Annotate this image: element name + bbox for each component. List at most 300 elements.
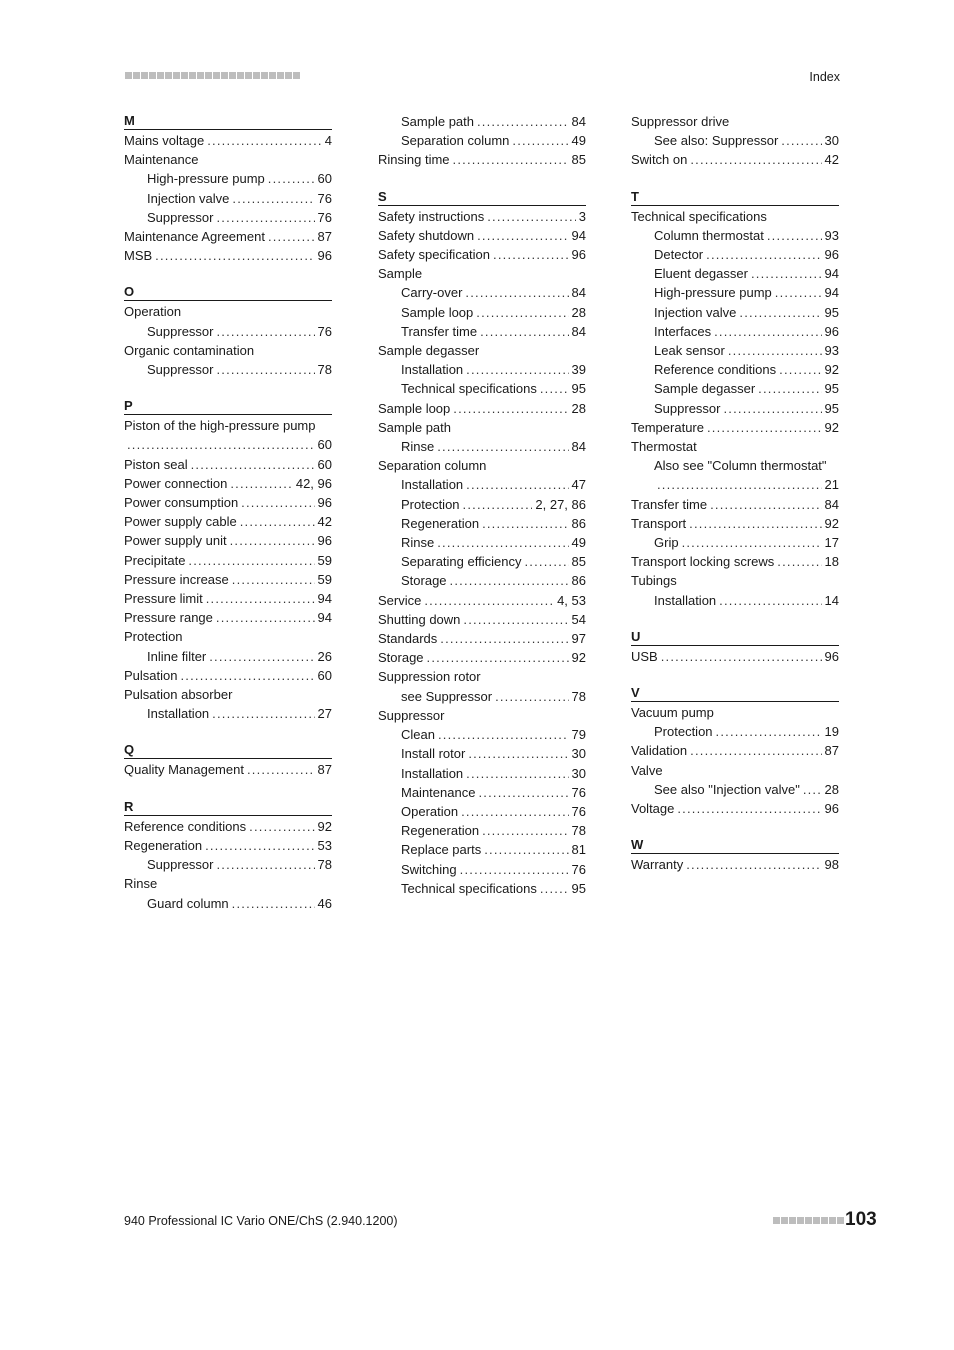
entry-pages[interactable]: 81 (571, 842, 586, 858)
entry-term: MSB (124, 248, 153, 264)
entry-term: Rinsing time (378, 152, 450, 168)
leader-dots (716, 722, 822, 741)
index-subentry (124, 704, 332, 723)
entry-pages[interactable]: 76 (317, 190, 332, 206)
entry-term: Regeneration (401, 823, 480, 839)
leader-dots (466, 360, 568, 379)
entry-term: Suppressor drive (631, 114, 730, 129)
entry-term: Regeneration (401, 515, 480, 531)
index-subentry (124, 169, 332, 188)
entry-pages[interactable]: 28 (571, 304, 586, 320)
leader-dots (206, 589, 315, 608)
leader-dots (155, 246, 314, 265)
section-letter: R (124, 798, 332, 816)
entry-term: Suppressor (147, 323, 214, 339)
entry-pages[interactable]: 46 (317, 895, 332, 911)
entry-pages[interactable]: 95 (571, 381, 586, 397)
entry-pages[interactable]: 47 (571, 477, 586, 493)
leader-dots (268, 227, 315, 246)
entry-pages[interactable]: 94 (317, 591, 332, 607)
index-entry (124, 817, 332, 836)
entry-pages[interactable]: 42 (824, 152, 839, 168)
entry-pages[interactable]: 93 (824, 343, 839, 359)
index-entry (631, 207, 839, 226)
entry-pages[interactable]: 96 (317, 533, 332, 549)
entry-pages[interactable]: 60 (317, 667, 332, 683)
entry-pages[interactable]: 76 (317, 323, 332, 339)
entry-pages[interactable]: 92 (824, 419, 839, 435)
entry-pages[interactable]: 19 (824, 724, 839, 740)
leader-dots (216, 608, 315, 627)
entry-term: Thermostat (631, 439, 697, 455)
index-entry (631, 571, 839, 590)
index-section (124, 112, 332, 265)
entry-term: Pressure increase (124, 571, 229, 587)
entry-term: Storage (378, 650, 424, 666)
entry-term: Interfaces (654, 323, 712, 339)
section-letter: M (124, 112, 332, 130)
index-entry (124, 131, 332, 150)
index-entry (124, 227, 332, 246)
entry-term: Regeneration (124, 837, 203, 853)
entry-term: Technical specifications (401, 381, 537, 397)
entry-pages[interactable]: 87 (824, 743, 839, 759)
entry-pages[interactable]: 28 (824, 781, 839, 797)
entry-term: USB (631, 648, 658, 664)
entry-pages[interactable]: 78 (317, 857, 332, 873)
leader-dots (230, 474, 293, 493)
index-subentry (378, 744, 586, 763)
entry-term: Power connection (124, 475, 228, 491)
entry-pages[interactable]: 96 (824, 323, 839, 339)
entry-pages[interactable]: 76 (317, 209, 332, 225)
leader-dots (707, 418, 822, 437)
entry-term: Install rotor (401, 746, 466, 762)
index-entry (124, 474, 332, 493)
section-letter: O (124, 283, 332, 301)
entry-term: Mains voltage (124, 133, 205, 148)
index-subentry (378, 437, 586, 456)
leader-dots (657, 475, 822, 494)
leader-dots (690, 150, 821, 169)
entry-term: Technical specifications (631, 208, 767, 224)
index-entry (631, 514, 839, 533)
index-entry (631, 761, 839, 780)
entry-term: Storage (401, 573, 447, 589)
leader-dots (781, 131, 821, 150)
leader-dots (191, 455, 315, 474)
entry-pages[interactable]: 4 (324, 133, 332, 148)
footer-product: 940 Professional IC Vario ONE/ChS (2.940.1200) (124, 1214, 398, 1228)
index-entry (124, 531, 332, 550)
index-entry (631, 112, 839, 131)
index-subentry (378, 552, 586, 571)
index-section (631, 684, 839, 818)
entry-pages[interactable]: 26 (317, 648, 332, 664)
index-subentry (124, 360, 332, 379)
index-entry (378, 341, 586, 360)
entry-term: Vacuum pump (631, 705, 714, 721)
index-section (631, 112, 839, 170)
entry-pages[interactable]: 86 (571, 515, 586, 531)
entry-term: Maintenance (124, 152, 199, 168)
index-subentry (631, 322, 839, 341)
leader-dots (437, 533, 568, 552)
entry-term: Replace parts (401, 842, 482, 858)
leader-dots (247, 760, 315, 779)
leader-dots (751, 264, 822, 283)
leader-dots (677, 799, 821, 818)
index-entry (124, 493, 332, 512)
entry-pages[interactable]: 60 (317, 171, 332, 187)
index-subentry (378, 879, 586, 898)
entry-pages[interactable]: 42 (317, 514, 332, 530)
entry-term: see Suppressor (401, 688, 493, 704)
header-title: Index (809, 70, 840, 84)
entry-pages[interactable]: 96 (317, 248, 332, 264)
entry-pages[interactable]: 96 (571, 247, 586, 263)
leader-dots (241, 493, 314, 512)
entry-pages[interactable]: 96 (824, 648, 839, 664)
entry-term: Technical specifications (401, 880, 537, 896)
entry-pages[interactable]: 95 (571, 880, 586, 896)
entry-pages[interactable]: 94 (571, 227, 586, 243)
index-subentry (378, 764, 586, 783)
entry-term: Suppression rotor (378, 669, 481, 685)
index-subentry (631, 303, 839, 322)
leader-dots (482, 821, 568, 840)
entry-term: Reference conditions (124, 818, 247, 834)
leader-dots (493, 245, 569, 264)
entry-term: Installation (401, 765, 464, 781)
index-entry (378, 264, 586, 283)
page-number: 103 (845, 1209, 877, 1230)
entry-term: Temperature (631, 419, 704, 435)
leader-dots (480, 322, 568, 341)
entry-term: Detector (654, 247, 704, 263)
leader-dots (706, 245, 821, 264)
entry-term: Pressure limit (124, 591, 203, 607)
entry-pages[interactable]: 78 (571, 823, 586, 839)
entry-term: High-pressure pump (147, 171, 265, 187)
entry-term: Warranty (631, 857, 684, 873)
entry-term: Voltage (631, 801, 675, 817)
entry-pages[interactable]: 49 (571, 535, 586, 551)
entry-pages[interactable]: 95 (824, 304, 839, 320)
index-section (124, 283, 332, 379)
index-entry (631, 855, 839, 874)
entry-term: Valve (631, 762, 663, 778)
leader-dots (438, 725, 569, 744)
index-subentry (378, 860, 586, 879)
entry-pages[interactable]: 92 (571, 650, 586, 666)
entry-term: Pulsation absorber (124, 687, 233, 703)
entry-term: Power supply unit (124, 533, 227, 549)
entry-term: Grip (654, 535, 679, 551)
entry-term: Maintenance Agreement (124, 229, 265, 245)
index-entry (378, 610, 586, 629)
entry-pages[interactable]: 94 (824, 266, 839, 282)
entry-term: Piston seal (124, 456, 188, 472)
index-entry (378, 667, 586, 686)
index-entry (124, 836, 332, 855)
entry-term: Carry-over (401, 285, 463, 301)
index-entry (124, 685, 332, 704)
entry-term: Service (378, 592, 422, 608)
entry-pages[interactable]: 85 (571, 554, 586, 570)
entry-term: Suppressor (147, 209, 214, 225)
entry-pages[interactable]: 79 (571, 727, 586, 743)
index-entry (378, 629, 586, 648)
leader-dots (758, 379, 821, 398)
entry-pages[interactable]: 3 (578, 208, 586, 224)
index-subentry (631, 399, 839, 418)
entry-term: Protection (654, 724, 713, 740)
index-subentry (631, 722, 839, 741)
entry-term: Suppressor (378, 707, 445, 723)
entry-term: Injection valve (147, 190, 230, 206)
leader-dots (777, 552, 821, 571)
entry-pages[interactable]: 49 (571, 133, 586, 149)
entry-term: Transport (631, 515, 687, 531)
index-entry (124, 551, 332, 570)
index-entry (378, 591, 586, 610)
index-section (124, 397, 332, 723)
entry-pages[interactable]: 18 (824, 554, 839, 570)
entry-term: Validation (631, 743, 688, 759)
leader-dots (661, 647, 822, 666)
index-entry (631, 647, 839, 666)
entry-pages[interactable]: 84 (571, 114, 586, 129)
leader-dots (767, 226, 822, 245)
index-entry (378, 226, 586, 245)
entry-pages[interactable]: 97 (571, 631, 586, 647)
index-column-2 (378, 112, 586, 916)
entry-pages[interactable]: 95 (824, 400, 839, 416)
entry-pages[interactable]: 76 (571, 803, 586, 819)
entry-pages[interactable]: 30 (824, 133, 839, 149)
leader-dots (719, 591, 821, 610)
entry-pages[interactable]: 2, 27, 86 (535, 496, 586, 512)
index-entry (631, 703, 839, 722)
entry-pages[interactable]: 60 (317, 456, 332, 472)
index-column-1 (124, 112, 332, 931)
entry-pages[interactable]: 87 (317, 762, 332, 778)
entry-term: Pressure range (124, 610, 213, 626)
entry-pages[interactable]: 59 (317, 571, 332, 587)
entry-term: Sample path (378, 419, 451, 435)
entry-term: Standards (378, 631, 438, 647)
entry-term: Switch on (631, 152, 688, 168)
leader-dots (180, 666, 314, 685)
entry-pages[interactable]: 86 (571, 573, 586, 589)
entry-pages[interactable]: 21 (824, 477, 839, 493)
entry-pages[interactable]: 14 (824, 592, 839, 608)
entry-term: Installation (654, 592, 717, 608)
entry-term: Suppressor (147, 857, 214, 873)
leader-dots (188, 551, 314, 570)
index-section (631, 836, 839, 874)
entry-pages[interactable]: 84 (571, 323, 586, 339)
index-entry (124, 666, 332, 685)
entry-pages[interactable]: 54 (571, 611, 586, 627)
entry-term: Sample degasser (654, 381, 756, 397)
index-entry (378, 456, 586, 475)
entry-term: Protection (124, 629, 183, 645)
entry-term: Suppressor (654, 400, 721, 416)
entry-term: Power consumption (124, 495, 239, 511)
entry-term: High-pressure pump (654, 285, 772, 301)
entry-term: Safety specification (378, 247, 491, 263)
entry-term: Leak sensor (654, 343, 725, 359)
section-letter: U (631, 628, 839, 646)
leader-dots (484, 840, 568, 859)
index-subentry (631, 780, 839, 799)
entry-term: Transfer time (631, 496, 708, 512)
leader-dots (212, 704, 314, 723)
entry-term: Shutting down (378, 611, 461, 627)
leader-dots (424, 591, 554, 610)
leader-dots (216, 208, 314, 227)
leader-dots (524, 552, 568, 571)
entry-pages[interactable]: 93 (824, 227, 839, 243)
entry-term: Operation (124, 304, 182, 320)
entry-pages[interactable]: 42, 96 (295, 475, 332, 491)
leader-dots (739, 303, 821, 322)
entry-pages[interactable]: 98 (824, 857, 839, 873)
entry-pages[interactable]: 76 (571, 861, 586, 877)
index-entry (378, 207, 586, 226)
index-section (631, 628, 839, 666)
leader-dots (437, 437, 568, 456)
index-subentry (631, 341, 839, 360)
entry-term: Installation (147, 706, 210, 722)
index-subentry (378, 802, 586, 821)
index-entry (631, 495, 839, 514)
entry-pages[interactable]: 84 (571, 439, 586, 455)
entry-pages[interactable]: 96 (824, 247, 839, 263)
index-section (124, 741, 332, 779)
entry-pages[interactable]: 39 (571, 362, 586, 378)
leader-dots (453, 399, 568, 418)
entry-term: Separation column (378, 458, 487, 474)
entry-pages[interactable]: 94 (317, 610, 332, 626)
leader-dots (690, 741, 821, 760)
index-column-3 (631, 112, 839, 893)
header-decoration (125, 72, 300, 79)
index-subentry (124, 647, 332, 666)
entry-term: Injection valve (654, 304, 737, 320)
leader-dots (427, 648, 569, 667)
entry-pages[interactable]: 95 (824, 381, 839, 397)
leader-dots (453, 150, 569, 169)
index-subentry (378, 571, 586, 590)
section-letter: T (631, 188, 839, 206)
entry-pages[interactable]: 76 (571, 784, 586, 800)
entry-term: Sample path (401, 114, 474, 129)
leader-dots (216, 360, 314, 379)
leader-dots (440, 629, 568, 648)
entry-pages[interactable]: 78 (571, 688, 586, 704)
entry-term: Guard column (147, 895, 229, 911)
entry-pages[interactable]: 30 (571, 746, 586, 762)
entry-pages[interactable]: 92 (824, 515, 839, 531)
entry-pages[interactable]: 92 (824, 362, 839, 378)
index-entry (124, 760, 332, 779)
entry-pages[interactable]: 59 (317, 552, 332, 568)
leader-dots (466, 475, 568, 494)
entry-pages[interactable]: 30 (571, 765, 586, 781)
entry-term: Maintenance (401, 784, 476, 800)
index-subentry (631, 379, 839, 398)
entry-pages[interactable]: 27 (317, 706, 332, 722)
entry-pages[interactable]: 84 (571, 285, 586, 301)
entry-pages[interactable]: 28 (571, 400, 586, 416)
leader-dots (803, 780, 822, 799)
entry-pages[interactable]: 17 (824, 535, 839, 551)
leader-dots (216, 855, 314, 874)
index-subentry (378, 533, 586, 552)
entry-term: Protection (401, 496, 460, 512)
entry-pages[interactable]: 87 (317, 229, 332, 245)
entry-term: Piston of the high-pressure pump (124, 418, 316, 434)
entry-term: Sample loop (401, 304, 474, 320)
entry-pages[interactable]: 84 (824, 496, 839, 512)
index-subentry (378, 112, 586, 131)
entry-pages[interactable]: 92 (317, 818, 332, 834)
index-subentry (631, 360, 839, 379)
section-letter: P (124, 397, 332, 415)
entry-pages[interactable]: 96 (317, 495, 332, 511)
index-subentry (124, 208, 332, 227)
entry-pages[interactable]: 4, 53 (557, 592, 586, 608)
index-entry (631, 799, 839, 818)
entry-term: Installation (401, 477, 464, 493)
index-subentry (378, 475, 586, 494)
entry-pages[interactable]: 53 (317, 837, 332, 853)
entry-term: Tubings (631, 573, 677, 589)
index-subentry (124, 189, 332, 208)
index-subentry (631, 226, 839, 245)
entry-pages[interactable]: 78 (317, 362, 332, 378)
entry-term: Precipitate (124, 552, 186, 568)
index-subentry (378, 283, 586, 302)
entry-pages[interactable]: 94 (824, 285, 839, 301)
section-letter: Q (124, 741, 332, 759)
index-subentry (378, 821, 586, 840)
entry-term: Sample degasser (378, 343, 480, 359)
index-subentry (378, 322, 586, 341)
leader-dots (465, 283, 568, 302)
leader-dots (714, 322, 821, 341)
index-entry (124, 341, 332, 360)
index-section (124, 798, 332, 913)
entry-pages[interactable]: 96 (824, 801, 839, 817)
leader-dots (482, 514, 568, 533)
entry-term: Safety instructions (378, 208, 485, 224)
entry-term: Clean (401, 727, 435, 743)
entry-pages[interactable]: 85 (571, 152, 586, 168)
index-subentry (631, 533, 839, 552)
leader-dots (775, 283, 822, 302)
leader-dots (477, 112, 569, 131)
entry-term: Also see "Column thermostat" (654, 458, 827, 474)
leader-dots (487, 207, 576, 226)
index-subentry (631, 591, 839, 610)
index-subentry (378, 514, 586, 533)
entry-pages[interactable]: 60 (317, 437, 332, 453)
index-entry (378, 706, 586, 725)
